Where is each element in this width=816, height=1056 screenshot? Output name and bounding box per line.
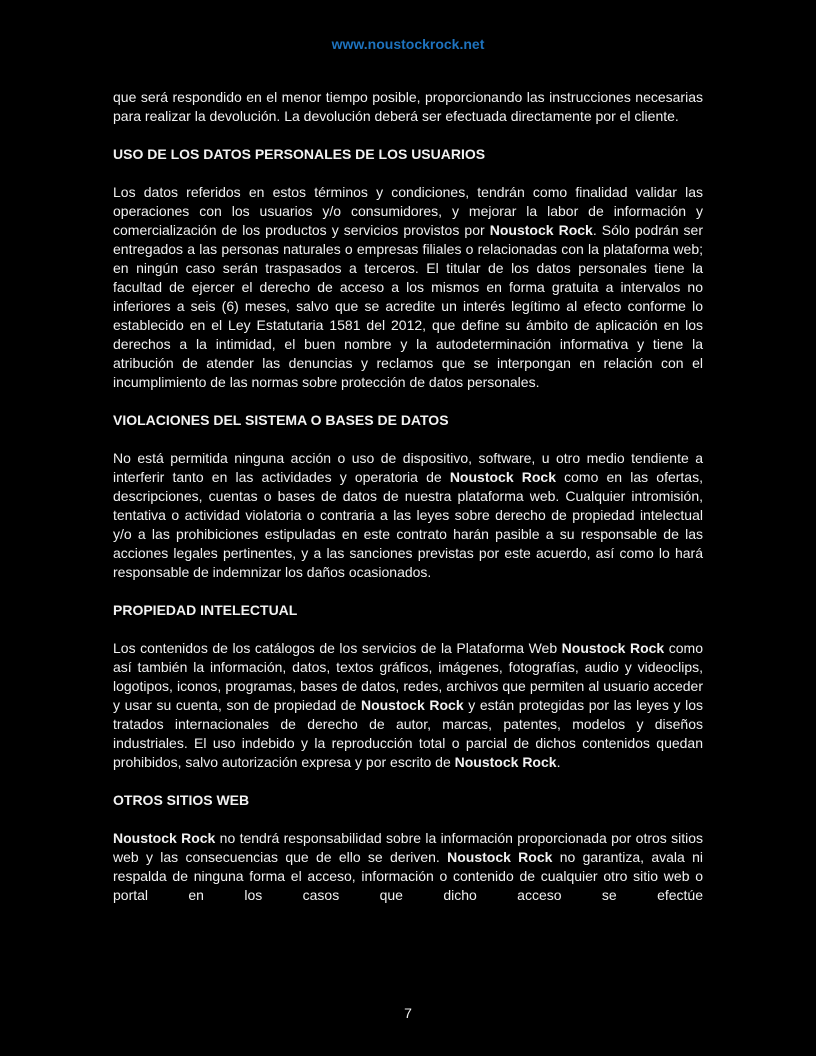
- paragraph: [113, 639, 703, 772]
- body-text: .: [556, 754, 561, 770]
- page-number: 7: [404, 1005, 412, 1021]
- brand-name: Noustock Rock: [360, 697, 464, 713]
- section-heading: USO DE LOS DATOS PERSONALES DE LOS USUARIOS: [113, 146, 486, 162]
- brand-name: Noustock Rock: [447, 849, 553, 865]
- page-footer: [0, 1005, 816, 1021]
- website-link[interactable]: www.noustockrock.net: [331, 36, 485, 52]
- body-text: Los contenidos de los catálogos de los servicios de la Plataforma Web: [113, 640, 562, 656]
- paragraph: [113, 88, 703, 126]
- brand-name: Noustock Rock: [489, 222, 593, 238]
- paragraph: [113, 829, 703, 905]
- body-text: y están protegidas por las leyes y los tratados internacionales de derecho de autor, marcas, patentes, modelos y diseños industriales. El uso indebido y la reproducción total o parcial de dichos contenidos quedan prohibidos, salvo autorización expresa y por escrito de: [113, 697, 703, 770]
- brand-name: Noustock Rock: [113, 830, 216, 846]
- body-text: como así también la información, datos, textos gráficos, imágenes, fotografías, audio y videoclips, logotipos, iconos, programas, bases de datos, redes, archivos que permiten al usuario acceder y usar su cuenta, son de propiedad de: [113, 640, 703, 713]
- body-text: que será respondido en el menor tiempo posible, proporcionando las instrucciones necesarias para realizar la devolución. La devolución deberá ser efectuada directamente por el cliente.: [113, 89, 703, 124]
- body-text: no tendrá responsabilidad sobre la información proporcionada por otros sitios web y las consecuencias que de ello se deriven.: [113, 830, 704, 865]
- body-text: No está permitida ninguna acción o uso de dispositivo, software, u otro medio tendiente a interferir tanto en las actividades y operatoria de: [113, 450, 703, 485]
- paragraph: [113, 449, 703, 582]
- brand-name: Noustock Rock: [561, 640, 665, 656]
- body-text: . Sólo podrán ser entregados a las personas naturales o empresas filiales o relacionadas con la plataforma web; en ningún caso serán traspasados a terceros. El titular de los datos personales tiene la facultad de ejercer el derecho de acceso a los mismos en forma gratuita a intervalos no inferiores a seis (6) meses, salvo que se acredite un interés legítimo al efecto conforme lo establecido en el Ley Estatutaria 1581 del 2012, que define su ámbito de aplicación en los derechos a la intimidad, el buen nombre y la autodeterminación informativa y tiene la atribución de atender las denuncias y reclamos que se interpongan en relación con el incumplimiento de las normas sobre protección de datos personales.: [113, 222, 703, 390]
- body-text: Los datos referidos en estos términos y condiciones, tendrán como finalidad validar las operaciones con los usuarios y/o consumidores, y mejorar la labor de información y comercialización de los productos y servicios provistos por: [113, 184, 703, 238]
- section-heading: PROPIEDAD INTELECTUAL: [113, 602, 298, 618]
- brand-name: Noustock Rock: [449, 469, 556, 485]
- paragraph: [113, 183, 703, 392]
- body-text: como en las ofertas, descripciones, cuentas o bases de datos de nuestra plataforma web. Cualquier intromisión, tentativa o actividad violatoria o contraria a las leyes sobre derecho de propiedad intelectual y/o a las prohibiciones estipuladas en este contrato harán pasible a su responsable de las acciones legales pertinentes, y a las sanciones previstas por este acuerdo, así como lo hará responsable de indemnizar los daños ocasionados.: [113, 469, 703, 580]
- section-heading: OTROS SITIOS WEB: [113, 792, 250, 808]
- brand-name: Noustock Rock: [454, 754, 557, 770]
- page-header: [0, 36, 816, 54]
- section-heading: VIOLACIONES DEL SISTEMA O BASES DE DATOS: [113, 412, 449, 428]
- document-body: [113, 88, 703, 924]
- body-text: no garantiza, avala ni respalda de ninguna forma el acceso, información o contenido de cualquier otro sitio web o portal en los casos que dicho acceso se efectúe: [113, 849, 703, 903]
